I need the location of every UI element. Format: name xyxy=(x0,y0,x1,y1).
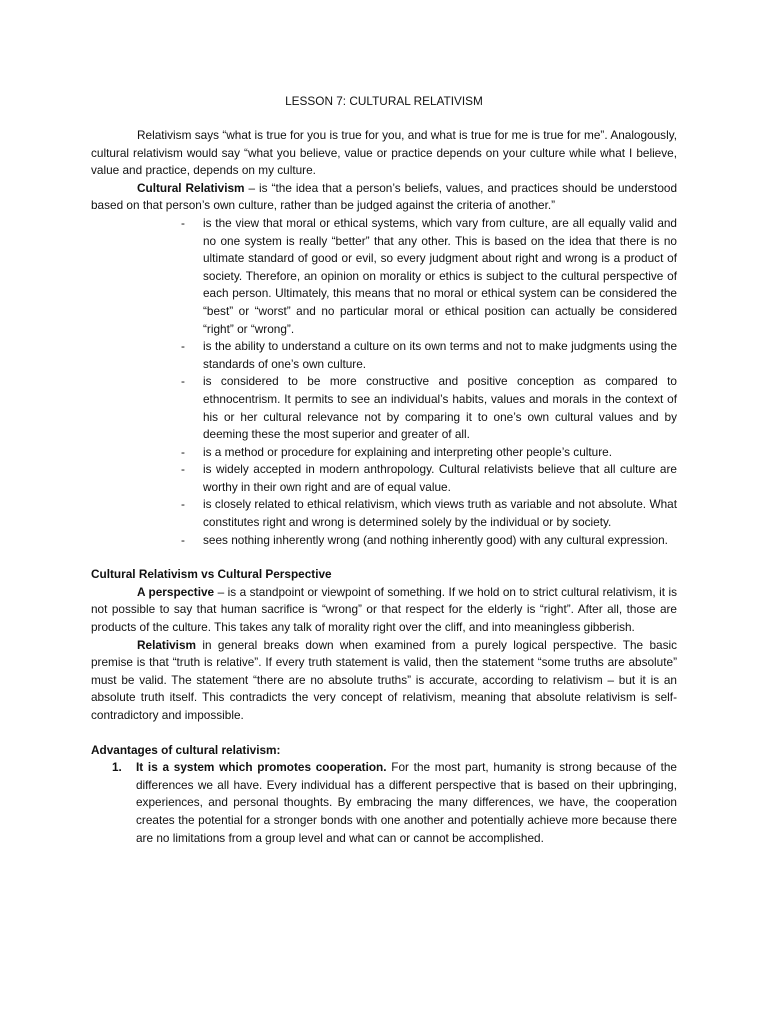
section-spacer xyxy=(91,549,677,566)
definition-term: Cultural Relativism xyxy=(137,180,245,195)
section-heading xyxy=(91,566,677,584)
list-item xyxy=(181,496,677,531)
definition-paragraph xyxy=(91,180,677,215)
bullet-dash: - xyxy=(181,497,185,512)
list-item-text: For the most part, humanity is strong because of the differences we all have. Every individual has a different perspective that is based on their upbringing, experiences, and personal thoughts. By embracing the many differences, we have, the cooperation creates the potential for a stronger bonds with one another and potentially achieve more because there are no limitations from a group level and what can or cannot be accomplished. xyxy=(136,760,677,845)
bullet-dash: - xyxy=(181,444,185,459)
list-item-text: is the ability to understand a culture on its own terms and not to make judgments using the standards of one’s own culture. xyxy=(203,339,677,371)
list-item-text: is considered to be more constructive and positive conception as compared to ethnocentrism. It permits to see an individual’s habits, values and morals in the context of his or her cultural relevance not by comparing it to one’s own cultural values and by deeming these the most superior and greater of all. xyxy=(203,374,677,442)
relativism-term: Relativism xyxy=(137,637,197,652)
list-item-text: sees nothing inherently wrong (and nothing inherently good) with any cultural expression. xyxy=(203,532,668,547)
section-heading-text: Cultural Relativism vs Cultural Perspective xyxy=(91,567,332,582)
list-item-text: is the view that moral or ethical systems, which vary from culture, are all equally valid and no one system is really “better” that any other. This is based on the idea that there is no ultimate standard of good or evil, so every judgment about right and wrong is a product of society. Therefore, an opinion on morality or ethics is subject to the cultural perspective of each person. Ultimately, this means that no moral or ethical system can be considered the “best” or “worst” and no particular moral or ethical position can actually be considered “right” or “wrong”. xyxy=(203,215,677,336)
list-item xyxy=(181,461,677,496)
advantages-list xyxy=(91,759,677,847)
list-item-number: 1. xyxy=(112,760,122,775)
relativism-text: in general breaks down when examined from a purely logical perspective. The basic premise is that “truth is relative”. If every truth statement is valid, then the statement “some truths are absolute” must be valid. The statement “there are no absolute truths” is accurate, according to relativism – but it is an absolute truth itself. This contradicts the very concept of relativism, meaning that absolute relativism is self-contradictory and impossible. xyxy=(91,637,677,722)
list-item-text: is closely related to ethical relativism, which views truth as variable and not absolute. What constitutes right and wrong is determined solely by the individual or by society. xyxy=(203,497,677,530)
section-heading-text: Advantages of cultural relativism: xyxy=(91,742,281,757)
list-item-lead: It is a system which promotes cooperation. xyxy=(136,760,387,775)
relativism-paragraph xyxy=(91,637,677,725)
page-title: LESSON 7: CULTURAL RELATIVISM xyxy=(285,94,483,108)
perspective-paragraph xyxy=(91,584,677,637)
section-spacer xyxy=(91,725,677,742)
list-item xyxy=(181,373,677,443)
bullet-dash: - xyxy=(181,462,185,477)
bullet-dash: - xyxy=(181,339,185,354)
list-item-text: is a method or procedure for explaining and interpreting other people’s culture. xyxy=(203,444,612,459)
definition-text: – is “the idea that a person’s beliefs, values, and practices should be understood based on that person’s own culture, rather than be judged against the criteria of another.” xyxy=(91,180,678,213)
list-item xyxy=(112,759,677,847)
bullet-dash: - xyxy=(181,374,185,389)
perspective-term: A perspective xyxy=(137,584,215,599)
intro-paragraph: Relativism says “what is true for you is true for you, and what is true for me is true for me”. Analogously, cultural relativism would say “what you believe, value or practice depends on your culture while what I believe, value and practice, depends on my culture. xyxy=(91,128,677,178)
section-heading xyxy=(91,742,677,760)
list-item xyxy=(181,215,677,338)
document-body xyxy=(91,127,677,847)
definition-bullet-list xyxy=(91,215,677,549)
list-item xyxy=(181,338,677,373)
list-item xyxy=(181,444,677,462)
perspective-text: – is a standpoint or viewpoint of something. If we hold on to strict cultural relativism, it is not possible to say that human sacrifice is “wrong” or that respect for the elderly is “right”. After all, those are products of the culture. This takes any talk of morality right over the cliff, and into meaningless gibberish. xyxy=(91,584,677,635)
bullet-dash: - xyxy=(181,215,185,230)
list-item xyxy=(181,532,677,550)
bullet-dash: - xyxy=(181,532,185,547)
list-item-text: is widely accepted in modern anthropology. Cultural relativists believe that all culture are worthy in their own right and are of equal value. xyxy=(203,462,677,494)
